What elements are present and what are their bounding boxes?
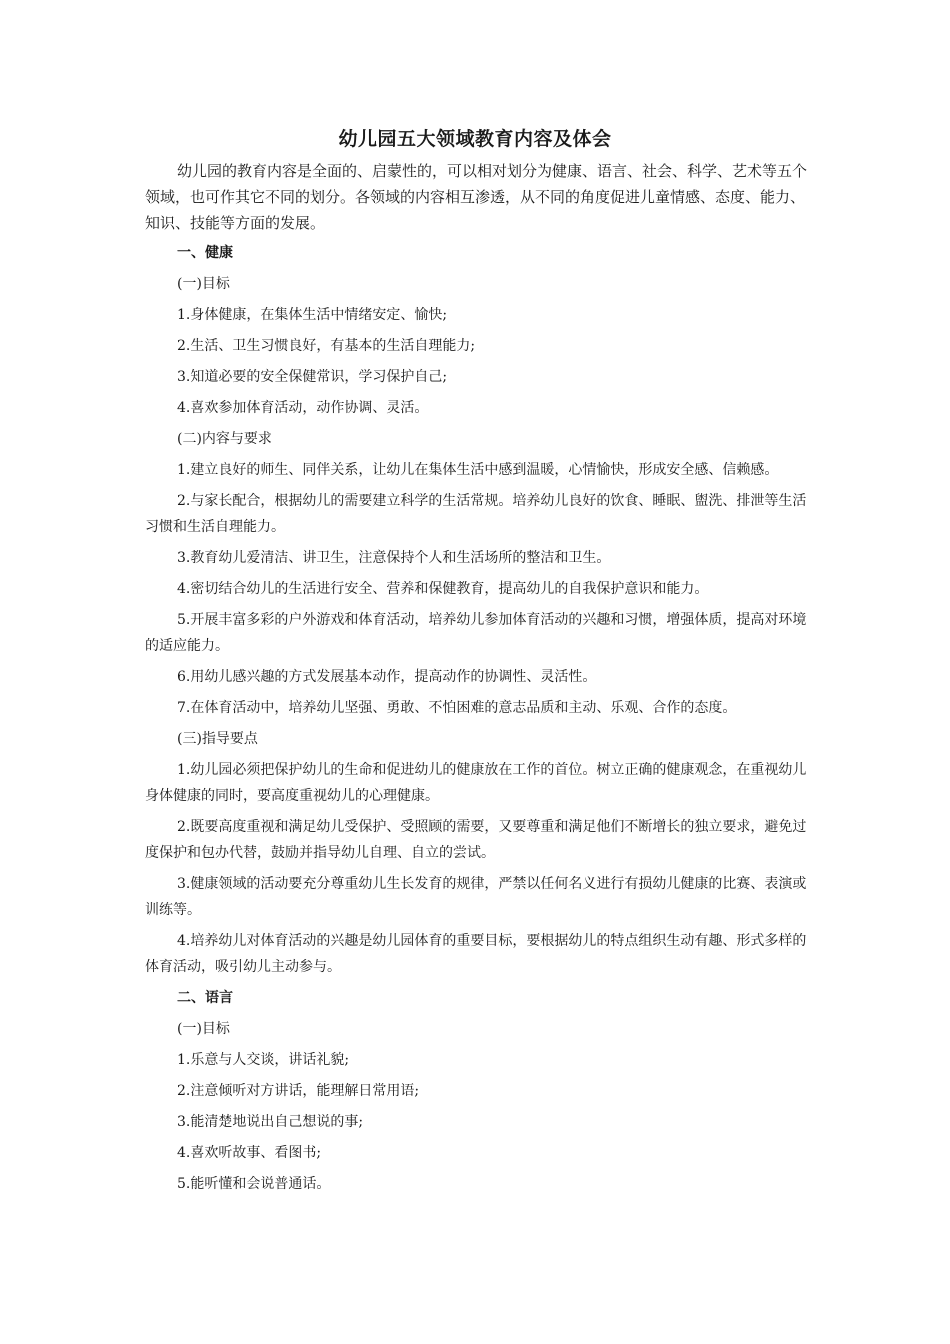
list-item: 3.知道必要的安全保健常识，学习保护自己; [177, 369, 448, 385]
intro-section [145, 158, 815, 236]
list-item: 2.既要高度重视和满足幼儿受保护、受照顾的需要，又要尊重和满足他们不断增长的独立要求，避免过度保护和包办代替，鼓励并指导幼儿自理、自立的尝试。 [145, 819, 807, 861]
list-item: 2.与家长配合，根据幼儿的需要建立科学的生活常规。培养幼儿良好的饮食、睡眠、盥洗、排泄等生活习惯和生活自理能力。 [145, 493, 807, 535]
list-item: 4.培养幼儿对体育活动的兴趣是幼儿园体育的重要目标，要根据幼儿的特点组织生动有趣、形式多样的体育活动，吸引幼儿主动参与。 [145, 933, 807, 975]
list-item: 2.生活、卫生习惯良好，有基本的生活自理能力; [177, 338, 476, 354]
list-item: 1.身体健康，在集体生活中情绪安定、愉快; [177, 307, 448, 323]
list-item: 1.幼儿园必须把保护幼儿的生命和促进幼儿的健康放在工作的首位。树立正确的健康观念，在重视幼儿身体健康的同时，要高度重视幼儿的心理健康。 [145, 762, 807, 804]
list-item: 3.教育幼儿爱清洁、讲卫生，注意保持个人和生活场所的整洁和卫生。 [177, 550, 611, 566]
subheading-health-guide: (三)指导要点 [177, 731, 258, 747]
list-item: 4.喜欢参加体育活动，动作协调、灵活。 [177, 400, 429, 416]
list-item: 5.能听懂和会说普通话。 [177, 1176, 331, 1192]
subheading-health-goals: (一)目标 [177, 276, 230, 292]
list-item: 3.健康领域的活动要充分尊重幼儿生长发育的规律，严禁以任何名义进行有损幼儿健康的比赛、表演或训练等。 [145, 876, 807, 918]
list-item: 5.开展丰富多彩的户外游戏和体育活动，培养幼儿参加体育活动的兴趣和习惯，增强体质，提高对环境的适应能力。 [145, 612, 807, 654]
list-item: 4.密切结合幼儿的生活进行安全、营养和保健教育，提高幼儿的自我保护意识和能力。 [177, 581, 709, 597]
list-item: 4.喜欢听故事、看图书; [177, 1145, 322, 1161]
list-item: 6.用幼儿感兴趣的方式发展基本动作，提高动作的协调性、灵活性。 [177, 669, 597, 685]
intro-paragraph: 幼儿园的教育内容是全面的、启蒙性的，可以相对划分为健康、语言、社会、科学、艺术等五个领域，也可作其它不同的划分。各领域的内容相互渗透，从不同的角度促进儿童情感、态度、能力、知识、技能等方面的发展。 [145, 162, 808, 232]
section-heading-health: 一、健康 [177, 245, 233, 261]
document-body [145, 158, 815, 1197]
list-item: 1.建立良好的师生、同伴关系，让幼儿在集体生活中感到温暖，心情愉快，形成安全感、信赖感。 [177, 462, 779, 478]
list-item: 7.在体育活动中，培养幼儿坚强、勇敢、不怕困难的意志品质和主动、乐观、合作的态度。 [177, 700, 737, 716]
list-item: 1.乐意与人交谈，讲话礼貌; [177, 1052, 350, 1068]
list-item: 3.能清楚地说出自己想说的事; [177, 1114, 364, 1130]
list-item: 2.注意倾听对方讲话，能理解日常用语; [177, 1083, 420, 1099]
section-heading-language: 二、语言 [177, 990, 233, 1006]
subheading-language-goals: (一)目标 [177, 1021, 230, 1037]
subheading-health-content: (二)内容与要求 [177, 431, 272, 447]
document-title: 幼儿园五大领域教育内容及体会 [338, 128, 612, 150]
